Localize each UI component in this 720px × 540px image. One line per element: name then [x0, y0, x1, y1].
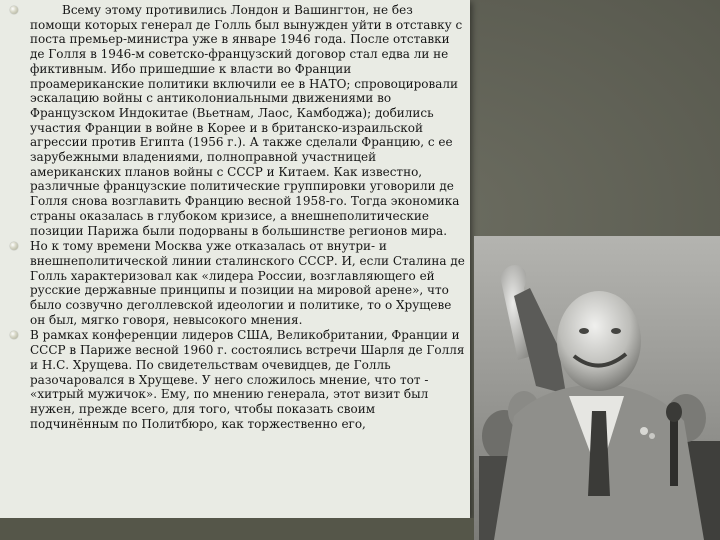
text-body — [10, 3, 466, 432]
paragraph-2-text: Но к тому времени Москва уже отказалась от внутри- и внешнеполитической линии сталинского СССР. И, если Сталина де Голль характеризовал как «лидера России, возглавляющего ей русские державные принципы и позиции на мировой арене», что было созвучно деголлевской идеологии и политике, то о Хрущеве он был, мягко говоря, невысокого мнения. — [30, 239, 465, 327]
paragraph-3-text: В рамках конференции лидеров США, Великобритании, Франции и СССР в Париже весной 1960 г. состоялись встречи Шарля де Голля и Н.С. Хрущева. По свидетельствам очевидцев, де Голль разочаровался в Хрущеве. У него сложилось мнение, что тот - «хитрый мужичок». Ему, по мнению генерала, этот визит был нужен, прежде всего, для того, чтобы показать своим подчинённым по Политбюро, как торжественно его, — [30, 328, 465, 431]
paragraph-1 — [10, 3, 466, 238]
bullet-icon — [10, 6, 18, 14]
khrushchev-photo — [474, 236, 720, 540]
bullet-icon — [10, 331, 18, 339]
bullet-icon — [10, 242, 18, 250]
paragraph-1-text: Всему этому противились Лондон и Вашингтон, не без помощи которых генерал де Голль был вынужден уйти в отставку с поста премьер-министра уже в январе 1946 года. После отставки де Голля в 1946-м советско-французский договор стал едва ли не фиктивным. Ибо пришедшие к власти во Франции проамериканские политики включили ее в НАТО; спровоцировали эскалацию войны с антиколониальными движениями во Французском Индокитае (Вьетнам, Лаос, Камбоджа); добились участия Франции в войне в Корее и в британско-израильской агрессии против Египта (1956 г.). А также сделали Францию, с ее зарубежными владениями, полноправной участницей американских планов войны с СССР и Китаем. Как известно, различные французские политические группировки уговорили де Голля снова возглавить Францию весной 1958-го. Тогда экономика страны оказалась в глубоком кризисе, а внешнеполитические позиции Парижа были подорваны в большинстве регионов мира. — [30, 3, 463, 238]
paragraph-2 — [10, 239, 466, 327]
paragraph-3 — [10, 328, 466, 431]
